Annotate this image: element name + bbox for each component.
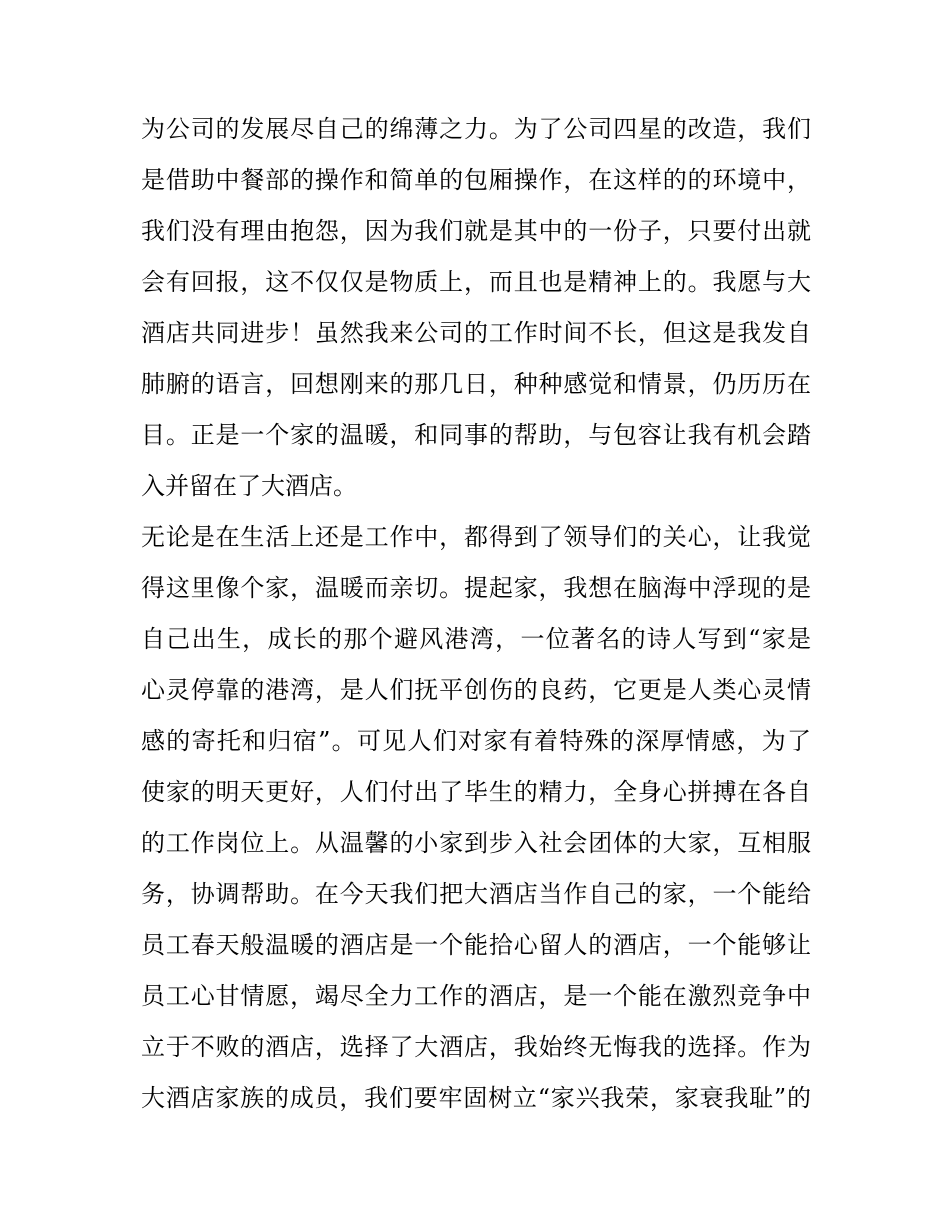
text-line: 入并留在了大酒店。 [141,472,357,500]
text-line: 的工作岗位上。从温馨的小家到步入社会团体的大家，互相服 [141,829,811,857]
paragraph-2 [141,512,811,1124]
text-line: 肺腑的语言，回想刚来的那几日，种种感觉和情景，仍历历在 [141,370,811,398]
text-line: 大酒店家族的成员，我们要牢固树立“家兴我荣，家衰我耻”的 [141,1084,811,1112]
text-line: 感的寄托和归宿”。可见人们对家有着特殊的深厚情感，为了 [141,727,811,755]
text-line: 我们没有理由抱怨，因为我们就是其中的一份子，只要付出就 [141,217,811,245]
body-text [141,104,811,1124]
text-line: 心灵停靠的港湾，是人们抚平创伤的良药，它更是人类心灵情 [141,676,811,704]
text-line: 为公司的发展尽自己的绵薄之力。为了公司四星的改造，我们 [141,115,811,143]
text-line: 务，协调帮助。在今天我们把大酒店当作自己的家，一个能给 [141,880,811,908]
text-line: 自己出生，成长的那个避风港湾，一位著名的诗人写到“家是 [141,625,811,653]
text-line: 无论是在生活上还是工作中，都得到了领导们的关心，让我觉 [141,523,811,551]
text-line: 使家的明天更好，人们付出了毕生的精力，全身心拼搏在各自 [141,778,811,806]
text-line: 酒店共同进步！虽然我来公司的工作时间不长，但这是我发自 [141,319,811,347]
text-line: 是借助中餐部的操作和简单的包厢操作，在这样的的环境中， [141,166,811,194]
text-line: 立于不败的酒店，选择了大酒店，我始终无悔我的选择。作为 [141,1033,811,1061]
paragraph-1 [141,104,811,512]
text-line: 得这里像个家，温暖而亲切。提起家，我想在脑海中浮现的是 [141,574,811,602]
text-line: 目。正是一个家的温暖，和同事的帮助，与包容让我有机会踏 [141,421,811,449]
text-line: 员工春天般温暖的酒店是一个能拾心留人的酒店，一个能够让 [141,931,811,959]
text-line: 会有回报，这不仅仅是物质上，而且也是精神上的。我愿与大 [141,268,811,296]
text-line: 员工心甘情愿，竭尽全力工作的酒店，是一个能在激烈竞争中 [141,982,811,1010]
